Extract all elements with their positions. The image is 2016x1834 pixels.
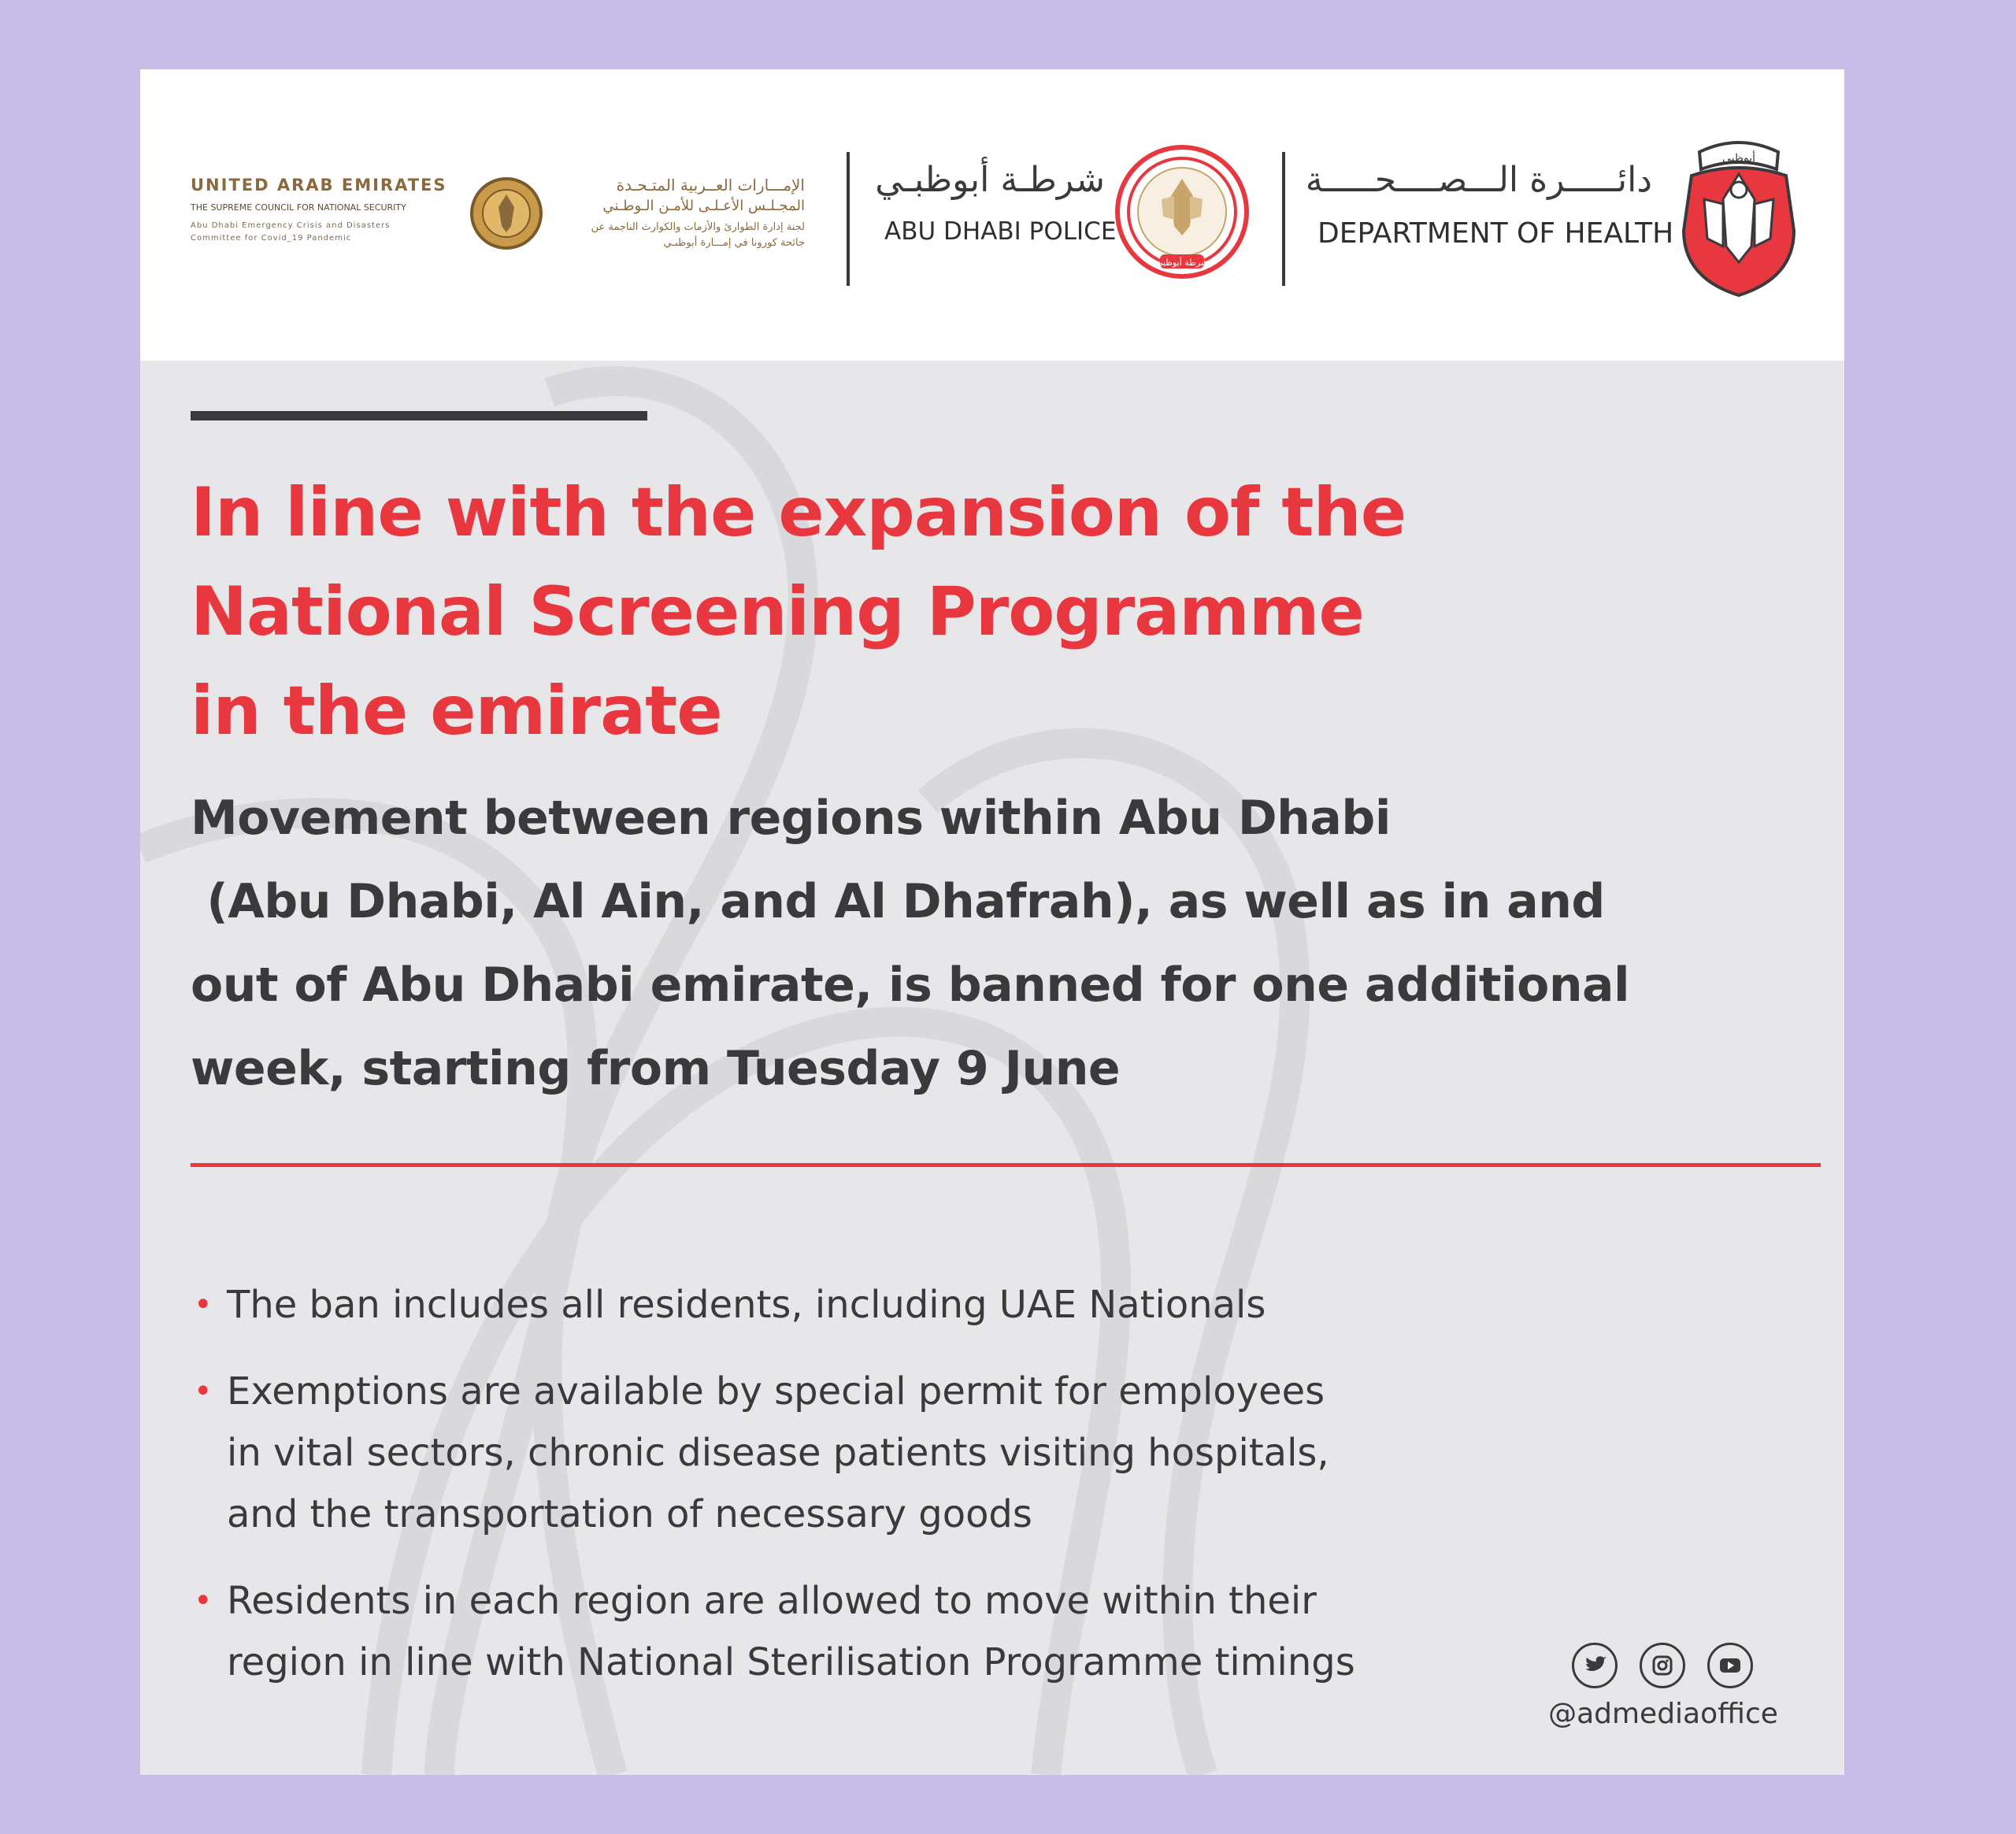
bullet-line: and the transportation of necessary goods bbox=[227, 1492, 1032, 1536]
headline-line-1: In line with the expansion of the bbox=[191, 473, 1406, 552]
uae-arabic-line3: لجنة إدارة الطوارئ والأزمات والكوارث الناجمة عن bbox=[591, 221, 805, 233]
subhead-line-2: (Abu Dhabi, Al Ain, and Al Dhafrah), as well as in and bbox=[191, 874, 1605, 929]
list-item bbox=[191, 1570, 1750, 1693]
doh-arabic-name: دائـــــرة الـــصــــحـــــة bbox=[1305, 160, 1652, 200]
bullet-line: Residents in each region are allowed to move within their bbox=[227, 1579, 1317, 1623]
police-seal-text: شرطة أبوظبي bbox=[1155, 258, 1209, 268]
headline-line-2: National Screening Programme bbox=[191, 572, 1364, 651]
uae-arabic-line1: الإمـــارات العــربية المتـحـدة bbox=[616, 176, 805, 195]
bullet-line: region in line with National Sterilisation Programme timings bbox=[227, 1640, 1355, 1684]
uae-arabic-line4: جائحة كورونا في إمـــارة أبوظبـي bbox=[663, 237, 805, 249]
uae-arabic-line2: المجـلـس الأعـلـى للأمـن الـوطـني bbox=[602, 198, 805, 214]
instagram-icon[interactable] bbox=[1640, 1643, 1685, 1688]
doh-emblem-text: أبوظبي bbox=[1721, 152, 1756, 165]
announcement-card bbox=[140, 69, 1844, 1775]
bullet-line: in vital sectors, chronic disease patients visiting hospitals, bbox=[227, 1431, 1329, 1475]
social-handle[interactable]: @admediaoffice bbox=[1548, 1698, 1778, 1730]
list-item bbox=[191, 1274, 1750, 1336]
youtube-icon[interactable] bbox=[1707, 1643, 1753, 1688]
bullet-dot-icon: • bbox=[194, 1287, 213, 1323]
doh-logo bbox=[1305, 128, 1806, 302]
section-divider bbox=[191, 1163, 1821, 1167]
abu-dhabi-emblem-icon bbox=[1676, 128, 1802, 298]
doh-english-name: DEPARTMENT OF HEALTH bbox=[1317, 217, 1674, 250]
list-item bbox=[191, 1361, 1750, 1545]
uae-line3: Abu Dhabi Emergency Crisis and Disasters bbox=[191, 221, 391, 230]
uae-line4: Committee for Covid_19 Pandemic bbox=[191, 234, 352, 243]
uae-council-logo bbox=[191, 176, 805, 270]
social-footer bbox=[1540, 1643, 1786, 1761]
logo-header bbox=[140, 69, 1844, 361]
police-english-name: ABU DHABI POLICE bbox=[884, 217, 1117, 246]
police-arabic-name: شرطـة أبوظبـي bbox=[875, 160, 1105, 200]
bullet-list bbox=[191, 1274, 1750, 1718]
headline-line-3: in the emirate bbox=[191, 672, 722, 750]
uae-title: UNITED ARAB EMIRATES bbox=[191, 176, 447, 195]
subhead-line-1: Movement between regions within Abu Dhabi bbox=[191, 791, 1391, 846]
bullet-dot-icon: • bbox=[194, 1583, 213, 1619]
uae-subtitle: THE SUPREME COUNCIL FOR NATIONAL SECURITY bbox=[191, 202, 406, 213]
bullet-line: The ban includes all residents, including UAE Nationals bbox=[227, 1283, 1266, 1327]
header-divider-1 bbox=[847, 152, 850, 286]
police-logo bbox=[875, 144, 1254, 286]
bullet-dot-icon: • bbox=[194, 1373, 213, 1410]
police-seal-icon bbox=[1114, 144, 1250, 280]
header-divider-2 bbox=[1282, 152, 1285, 286]
subhead-line-4: week, starting from Tuesday 9 June bbox=[191, 1041, 1121, 1096]
bullet-line: Exemptions are available by special permit for employees bbox=[227, 1369, 1325, 1413]
accent-bar bbox=[191, 411, 647, 421]
subheadline bbox=[191, 776, 1813, 1110]
headline bbox=[191, 463, 1687, 761]
subhead-line-3: out of Abu Dhabi emirate, is banned for one additional bbox=[191, 958, 1630, 1013]
uae-emblem-icon bbox=[470, 176, 543, 251]
twitter-icon[interactable] bbox=[1572, 1643, 1618, 1688]
